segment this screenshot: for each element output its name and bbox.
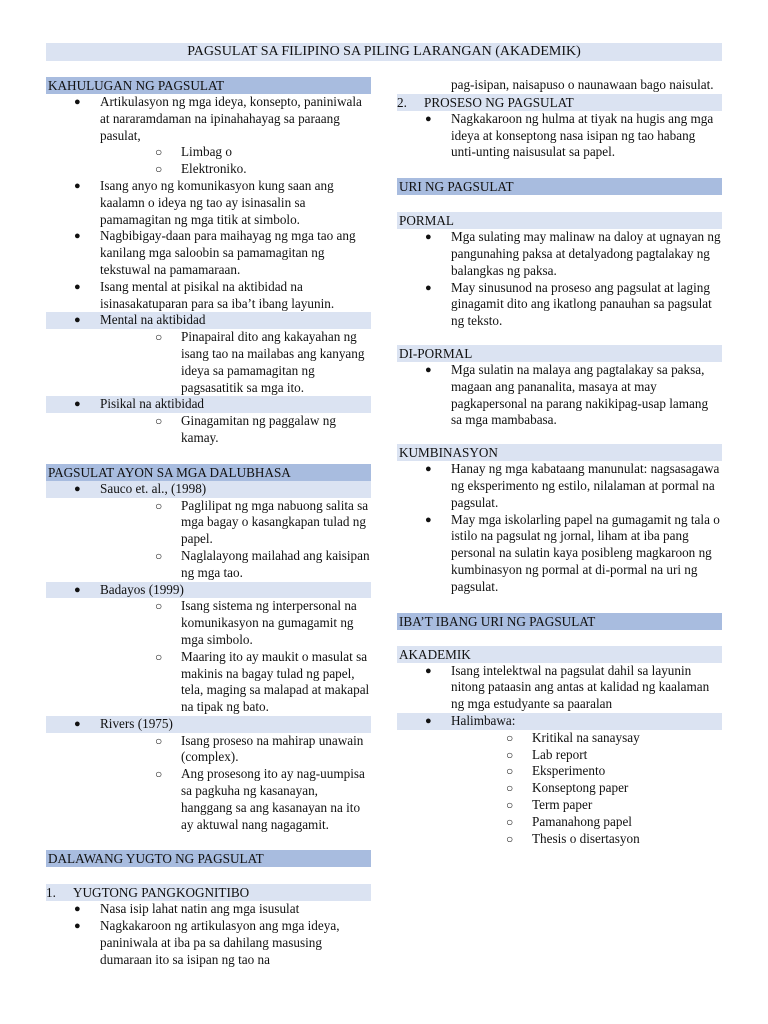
subsection-heading-dipormal: DI-PORMAL	[397, 345, 722, 362]
list-item: ● Mga sulatin na malaya ang pagtalakay sa paksa, magaan ang pananalita, masaya at may pagkapersonal na parang nakikipag-usap lamang sa mga mambabasa.	[397, 362, 722, 429]
section-heading-yugto: DALAWANG YUGTO NG PAGSULAT	[46, 850, 371, 867]
section-heading-dalubhasa: PAGSULAT AYON SA MGA DALUBHASA	[46, 464, 371, 481]
list-item-halimbawa: ● Halimbawa: ○ Kritikal na sanaysay ○ Lab report ○ Eksperimento ○ Konseptong paper ○ Term paper ○ Pamanahong papel ○ Thesis o disertasyon	[397, 713, 722, 847]
section-heading-kahulugan: KAHULUGAN NG PAGSULAT	[46, 77, 371, 94]
list-item: ● Nagkakaroon ng hulma at tiyak na hugis ang mga ideya at konseptong nasa isipan ng tao habang unti-unting naisusulat sa papel.	[397, 111, 722, 161]
sub-list-item: ○ Ang prosesong ito ay nag-uumpisa sa pagkuha ng kasanayan, hanggang sa ang kasanayan na ito ay aktuwal nang nagagamit.	[100, 766, 371, 833]
sub-list-item: ○ Konseptong paper	[451, 780, 722, 797]
numbered-heading-proseso: 2. PROSESO NG PAGSULAT	[397, 94, 722, 111]
list-item: ● Nagkakaroon ng artikulasyon ang mga ideya, paniniwala at iba pa sa dahilang masusing dumaraan ito sa isipan ng tao na	[46, 918, 371, 968]
numbered-heading-pangkognitibo: 1. YUGTONG PANGKOGNITIBO	[46, 884, 371, 901]
list-item: ● Artikulasyon ng mga ideya, konsepto, paniniwala at nararamdaman na ipinahahayag sa paraang pasulat, ○ Limbag o ○ Elektroniko.	[46, 94, 371, 178]
document-title: PAGSULAT SA FILIPINO SA PILING LARANGAN (AKADEMIK)	[46, 43, 722, 61]
sub-list-item: ○ Naglalayong mailahad ang kaisipan ng mga tao.	[100, 548, 371, 582]
list-item: ● Nasa isip lahat natin ang mga isusulat	[46, 901, 371, 918]
list-item: ● May sinusunod na proseso ang pagsulat at laging ginagamit dito ang ikatlong panauhan sa pagsulat ng teksto.	[397, 280, 722, 330]
sub-list-item: ○ Paglilipat ng mga nabuong salita sa mga bagay o kasangkapan tulad ng papel.	[100, 498, 371, 548]
sub-list-item: ○ Maaring ito ay maukit o masulat sa makinis na bagay tulad ng papel, tela, maging sa malapad at makapal na tipak ng bato.	[100, 649, 371, 716]
sub-list-item: ○ Ginagamitan ng paggalaw ng kamay.	[100, 413, 371, 447]
section-heading-iba: IBA’T IBANG URI NG PAGSULAT	[397, 613, 722, 630]
sub-list-item: ○ Lab report	[451, 747, 722, 764]
section-heading-uri: URI NG PAGSULAT	[397, 178, 722, 195]
sub-list-item: ○ Pamanahong papel	[451, 814, 722, 831]
right-column	[397, 77, 722, 847]
kahulugan-list	[46, 94, 371, 447]
list-item: ● Nagbibigay-daan para maihayag ng mga tao ang kanilang mga saloobin sa pamamagitan ng tekstuwal na pamamaraan.	[46, 228, 371, 278]
sub-list-item: ○ Elektroniko.	[100, 161, 371, 178]
list-item-mental: ● Mental na aktibidad ○ Pinapairal dito ang kakayahan ng isang tao na mailabas ang kanyang ideya sa pamamagitan ng pagsasatitik sa mga ito.	[46, 312, 371, 396]
sub-list-item: ○ Kritikal na sanaysay	[451, 730, 722, 747]
list-item-rivers: ● Rivers (1975) ○ Isang proseso na mahirap unawain (complex). ○ Ang prosesong ito ay nag-uumpisa sa pagkuha ng kasanayan, hanggang sa ang kasanayan na ito ay aktuwal nang nagagamit.	[46, 716, 371, 834]
list-item-badayos: ● Badayos (1999) ○ Isang sistema ng interpersonal na komunikasyon na gumagamit ng mga simbolo. ○ Maaring ito ay maukit o masulat sa makinis na bagay tulad ng papel, tela, maging sa malapad at makapal na tipak ng bato.	[46, 582, 371, 716]
sub-list-item: ○ Limbag o	[100, 144, 371, 161]
subsection-heading-akademik: AKADEMIK	[397, 646, 722, 663]
sub-list-item: ○ Thesis o disertasyon	[451, 831, 722, 848]
sub-list-item: ○ Isang sistema ng interpersonal na komunikasyon na gumagamit ng mga simbolo.	[100, 598, 371, 648]
subsection-heading-kumbinasyon: KUMBINASYON	[397, 444, 722, 461]
sub-list-item: ○ Eksperimento	[451, 763, 722, 780]
sub-list-item: ○ Pinapairal dito ang kakayahan ng isang tao na mailabas ang kanyang ideya sa pamamagitan ng pagsasatitik sa mga ito.	[100, 329, 371, 396]
list-item: ● Hanay ng mga kabataang manunulat: nagsasagawa ng eksperimento ng estilo, nilalaman at pormal na pagsulat.	[397, 461, 722, 511]
continued-text: pag-isipan, naisapuso o naunawaan bago naisulat.	[451, 77, 714, 92]
sub-list-item: ○ Isang proseso na mahirap unawain (complex).	[100, 733, 371, 767]
list-item: ● Isang intelektwal na pagsulat dahil sa layunin nitong pataasin ang antas at kalidad ng kaalaman ng mga estudyante sa paaralan	[397, 663, 722, 713]
left-column	[46, 77, 371, 969]
list-item: ● May mga iskolarling papel na gumagamit ng tala o istilo na pagsulat ng jornal, liham at iba pang personal na sulatin kaya posibleng magkaroon ng kumbinasyon ng pormal at di-pormal na uri ng pagsulat.	[397, 512, 722, 596]
list-item-pisikal: ● Pisikal na aktibidad ○ Ginagamitan ng paggalaw ng kamay.	[46, 396, 371, 446]
list-item-sauco: ● Sauco et. al., (1998) ○ Paglilipat ng mga nabuong salita sa mga bagay o kasangkapan tulad ng papel. ○ Naglalayong mailahad ang kaisipan ng mga tao.	[46, 481, 371, 582]
yugto-list	[46, 901, 371, 968]
dalubhasa-list	[46, 481, 371, 834]
list-item: ● Mga sulating may malinaw na daloy at ugnayan ng pangunahing paksa at detalyadong pagtalakay ng balangkas ng paksa.	[397, 229, 722, 279]
subsection-heading-pormal: PORMAL	[397, 212, 722, 229]
sub-list-item: ○ Term paper	[451, 797, 722, 814]
halimbawa-list	[451, 730, 722, 848]
list-item: ● Isang anyo ng komunikasyon kung saan ang kaalamn o ideya ng tao ay isinasalin sa pamamagitan ng mga titik at simbolo.	[46, 178, 371, 228]
list-item: ● Isang mental at pisikal na aktibidad na isinasakatuparan para sa iba’t ibang layunin.	[46, 279, 371, 313]
